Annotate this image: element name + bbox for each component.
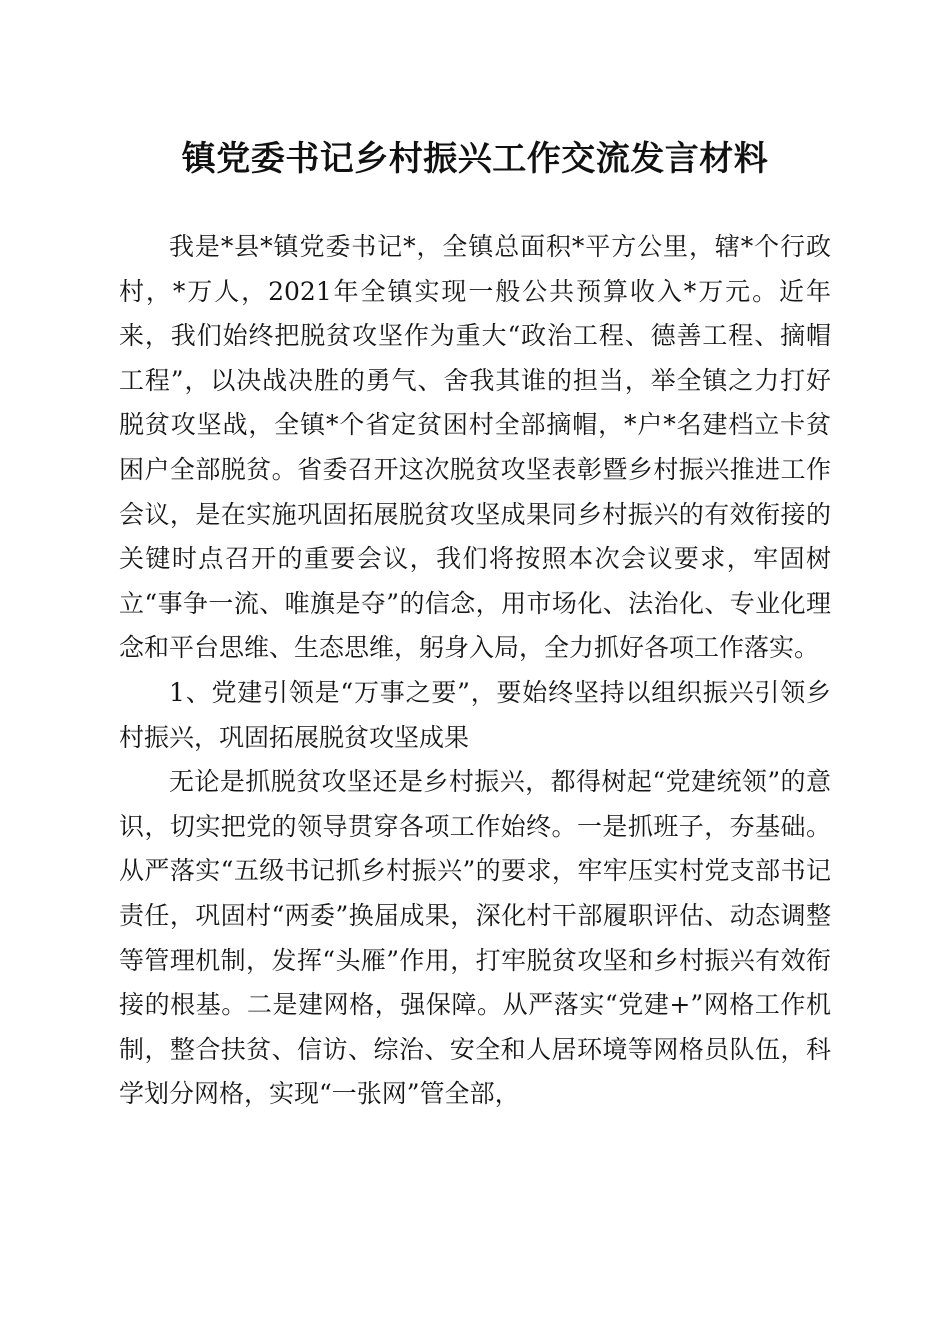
- document-body: [119, 225, 831, 1117]
- document-title: 镇党委书记乡村振兴工作交流发言材料: [181, 139, 769, 179]
- paragraph-party-building: 无论是抓脱贫攻坚还是乡村振兴，都得树起“党建统领”的意识，切实把党的领导贯穿各项工作始终。一是抓班子，夯基础。从严落实“五级书记抓乡村振兴”的要求，牢牢压实村党支部书记责任，巩固村“两委”换届成果，深化村干部履职评估、动态调整等管理机制，发挥“头雁”作用，打牢脱贫攻坚和乡村振兴有效衔接的根基。二是建网格，强保障。从严落实“党建+”网格工作机制，整合扶贫、信访、综治、安全和人居环境等网格员队伍，科学划分网格，实现“一张网”管全部，: [119, 767, 831, 1109]
- paragraph-intro: 我是*县*镇党委书记*，全镇总面积*平方公里，辖*个行政村，*万人，2021年全镇实现一般公共预算收入*万元。近年来，我们始终把脱贫攻坚作为重大“政治工程、德善工程、摘帽工程”，以决战决胜的勇气、舍我其谁的担当，举全镇之力打好脱贫攻坚战，全镇*个省定贫困村全部摘帽，*户*名建档立卡贫困户全部脱贫。省委召开这次脱贫攻坚表彰暨乡村振兴推进工作会议，是在实施巩固拓展脱贫攻坚成果同乡村振兴的有效衔接的关键时点召开的重要会议，我们将按照本次会议要求，牢固树立“事争一流、唯旗是夺”的信念，用市场化、法治化、专业化理念和平台思维、生态思维，躬身入局，全力抓好各项工作落实。: [119, 232, 831, 663]
- paragraph-section-heading-1: 1、党建引领是“万事之要”，要始终坚持以组织振兴引领乡村振兴，巩固拓展脱贫攻坚成果: [119, 677, 831, 752]
